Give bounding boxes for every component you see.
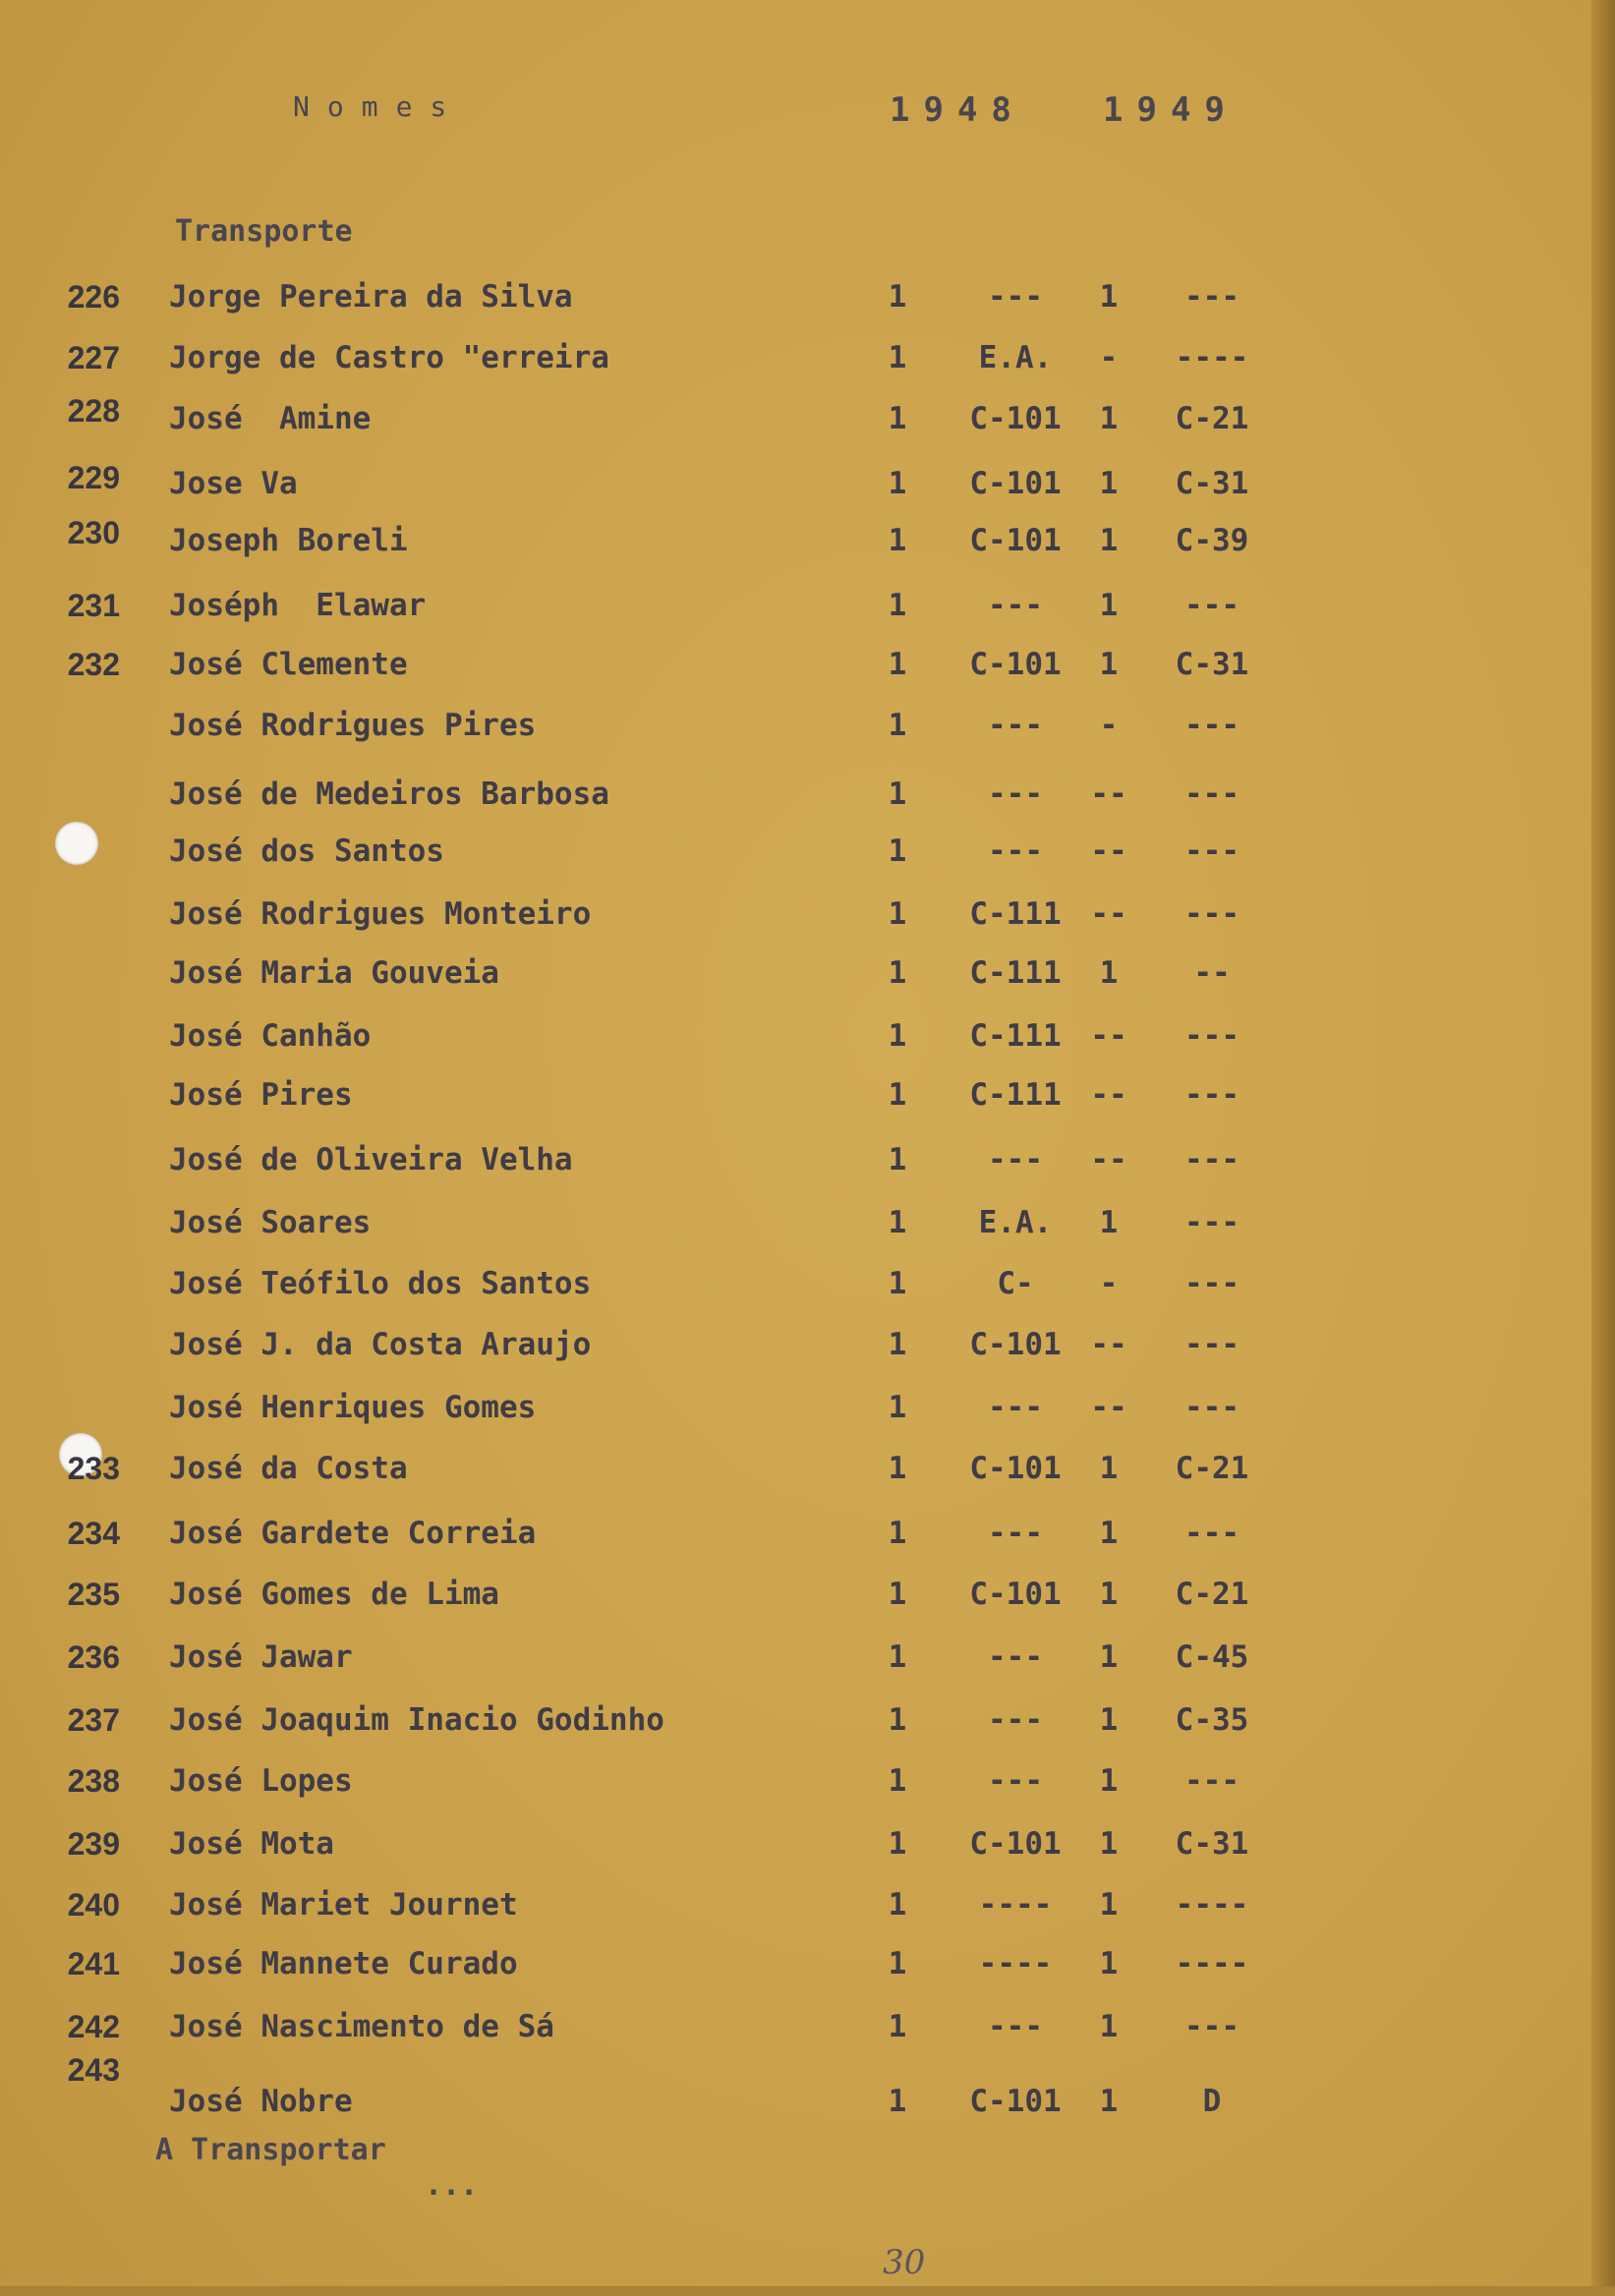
row-1949-count: 1 bbox=[1099, 2084, 1119, 2119]
row-name: Joséph Elawar bbox=[169, 588, 427, 623]
row-1948-count: 1 bbox=[888, 776, 907, 812]
row-1948-count: 1 bbox=[888, 1451, 907, 1486]
table-row bbox=[0, 460, 1376, 513]
row-1948-count: 1 bbox=[888, 1077, 907, 1113]
row-number: 230 bbox=[67, 515, 120, 550]
row-1949-count: 1 bbox=[1099, 588, 1119, 623]
carry-in-label: Transporte bbox=[175, 214, 353, 249]
row-1949-code: C-35 bbox=[1175, 1702, 1249, 1738]
row-1949-code: --- bbox=[1184, 279, 1240, 315]
row-1949-code: --- bbox=[1184, 896, 1240, 932]
paper-edge-bottom bbox=[0, 2286, 1615, 2296]
row-1949-count: -- bbox=[1090, 1142, 1127, 1177]
row-1949-count: 1 bbox=[1099, 647, 1119, 682]
row-1948-code: --- bbox=[988, 588, 1043, 623]
column-header-names: Nomes bbox=[293, 90, 465, 123]
table-row bbox=[0, 1390, 1376, 1437]
row-1948-code: --- bbox=[988, 1142, 1043, 1177]
row-1949-code: --- bbox=[1184, 588, 1240, 623]
row-1948-code: E.A. bbox=[978, 340, 1053, 375]
row-1949-code: --- bbox=[1184, 1142, 1240, 1177]
page-number: 30 bbox=[883, 2243, 926, 2282]
row-1948-count: 1 bbox=[888, 588, 907, 623]
row-name: Jorge de Castro "erreira bbox=[169, 340, 609, 375]
row-1948-count: 1 bbox=[888, 1639, 907, 1675]
row-1948-count: 1 bbox=[888, 340, 907, 375]
row-1949-count: 1 bbox=[1099, 1763, 1119, 1799]
row-1949-code: ---- bbox=[1175, 1887, 1249, 1923]
row-number: 232 bbox=[67, 647, 120, 682]
row-name: José dos Santos bbox=[169, 833, 444, 869]
row-1948-count: 1 bbox=[888, 466, 907, 501]
row-1949-count: -- bbox=[1090, 1018, 1127, 1054]
row-number: 229 bbox=[67, 460, 120, 495]
row-1949-count: -- bbox=[1090, 1390, 1127, 1425]
row-1948-code: --- bbox=[988, 2009, 1043, 2044]
row-1949-code: --- bbox=[1184, 1018, 1240, 1054]
row-1948-count: 1 bbox=[888, 955, 907, 991]
row-1949-code: --- bbox=[1184, 1327, 1240, 1362]
row-name: José Mariet Journet bbox=[169, 1887, 518, 1923]
row-1948-code: C-101 bbox=[969, 2084, 1062, 2119]
row-1948-code: ---- bbox=[978, 1946, 1053, 1981]
row-1948-code: C-101 bbox=[969, 466, 1062, 501]
row-1948-code: --- bbox=[988, 708, 1043, 743]
row-1948-count: 1 bbox=[888, 1702, 907, 1738]
row-1948-code: --- bbox=[988, 833, 1043, 869]
row-number: 231 bbox=[67, 588, 120, 623]
row-number: 238 bbox=[67, 1763, 120, 1799]
row-1948-count: 1 bbox=[888, 1390, 907, 1425]
row-name: José Henriques Gomes bbox=[169, 1390, 537, 1425]
row-1948-count: 1 bbox=[888, 279, 907, 315]
row-1949-code: --- bbox=[1184, 1516, 1240, 1551]
row-name: José Maria Gouveia bbox=[169, 955, 499, 991]
table-row bbox=[0, 2009, 1376, 2056]
row-name: Jorge Pereira da Silva bbox=[169, 279, 573, 315]
table-row bbox=[0, 1205, 1376, 1252]
row-1948-count: 1 bbox=[888, 1266, 907, 1301]
row-number: 239 bbox=[67, 1826, 120, 1862]
table-row bbox=[0, 1577, 1376, 1624]
row-name: José de Oliveira Velha bbox=[169, 1142, 573, 1177]
row-1949-count: 1 bbox=[1099, 523, 1119, 558]
row-1949-count: 1 bbox=[1099, 1639, 1119, 1675]
row-1949-code: C-21 bbox=[1175, 401, 1249, 436]
row-1949-count: 1 bbox=[1099, 1826, 1119, 1862]
row-1949-code: C-39 bbox=[1175, 523, 1249, 558]
table-row bbox=[0, 647, 1376, 694]
row-name: José Rodrigues Pires bbox=[169, 708, 537, 743]
row-1949-count: 1 bbox=[1099, 1451, 1119, 1486]
row-name: José Clemente bbox=[169, 647, 408, 682]
row-name: José Gardete Correia bbox=[169, 1516, 537, 1551]
row-1948-code: C-101 bbox=[969, 1577, 1062, 1612]
table-row bbox=[0, 1826, 1376, 1873]
row-1948-code: C-111 bbox=[969, 1018, 1062, 1054]
row-1949-count: -- bbox=[1090, 776, 1127, 812]
row-name: José Teófilo dos Santos bbox=[169, 1266, 592, 1301]
row-1948-code: --- bbox=[988, 279, 1043, 315]
row-name: José Lopes bbox=[169, 1763, 353, 1799]
row-1949-count: 1 bbox=[1099, 466, 1119, 501]
row-1948-code: C-101 bbox=[969, 1451, 1062, 1486]
row-number: 228 bbox=[67, 393, 120, 429]
row-1948-code: --- bbox=[988, 1639, 1043, 1675]
row-number: 235 bbox=[67, 1577, 120, 1612]
row-1949-code: --- bbox=[1184, 1266, 1240, 1301]
row-1949-count: -- bbox=[1090, 833, 1127, 869]
row-number: 234 bbox=[67, 1516, 120, 1551]
table-row bbox=[0, 896, 1376, 944]
table-row bbox=[0, 1451, 1376, 1498]
row-1948-code: C- bbox=[997, 1266, 1034, 1301]
row-1949-count: - bbox=[1099, 708, 1119, 743]
row-1949-code: -- bbox=[1193, 955, 1231, 991]
table-row bbox=[0, 588, 1376, 635]
row-1949-code: --- bbox=[1184, 1205, 1240, 1240]
row-1948-code: C-101 bbox=[969, 401, 1062, 436]
row-number: 236 bbox=[67, 1639, 120, 1675]
row-1949-code: D bbox=[1202, 2084, 1222, 2119]
row-1948-count: 1 bbox=[888, 1946, 907, 1981]
row-number: 227 bbox=[67, 340, 120, 375]
row-1949-count: 1 bbox=[1099, 1702, 1119, 1738]
row-1948-count: 1 bbox=[888, 896, 907, 932]
row-1949-code: C-31 bbox=[1175, 647, 1249, 682]
row-1949-count: 1 bbox=[1099, 279, 1119, 315]
row-1949-code: C-21 bbox=[1175, 1451, 1249, 1486]
table-row bbox=[0, 2052, 1376, 2131]
row-1948-code: C-111 bbox=[969, 955, 1062, 991]
row-1949-code: ---- bbox=[1175, 340, 1249, 375]
row-1948-count: 1 bbox=[888, 401, 907, 436]
table-row bbox=[0, 1639, 1376, 1687]
row-number: 240 bbox=[67, 1887, 120, 1923]
row-1948-code: --- bbox=[988, 776, 1043, 812]
row-1948-count: 1 bbox=[888, 708, 907, 743]
column-header-year-1948: 1948 bbox=[890, 90, 1025, 130]
row-name: José Mannete Curado bbox=[169, 1946, 518, 1981]
row-1948-code: E.A. bbox=[978, 1205, 1053, 1240]
row-1948-count: 1 bbox=[888, 1327, 907, 1362]
row-name: José J. da Costa Araujo bbox=[169, 1327, 592, 1362]
row-1948-count: 1 bbox=[888, 833, 907, 869]
row-1948-count: 1 bbox=[888, 2009, 907, 2044]
table-row bbox=[0, 279, 1376, 326]
row-1948-code: --- bbox=[988, 1390, 1043, 1425]
row-1949-count: 1 bbox=[1099, 1516, 1119, 1551]
row-1949-code: C-21 bbox=[1175, 1577, 1249, 1612]
row-1949-count: -- bbox=[1090, 1077, 1127, 1113]
table-row bbox=[0, 1702, 1376, 1750]
row-name: José Soares bbox=[169, 1205, 372, 1240]
row-1948-count: 1 bbox=[888, 523, 907, 558]
row-1948-code: C-101 bbox=[969, 1826, 1062, 1862]
row-1948-count: 1 bbox=[888, 647, 907, 682]
row-1948-count: 1 bbox=[888, 1018, 907, 1054]
row-name: José Nascimento de Sá bbox=[169, 2009, 554, 2044]
row-1948-code: --- bbox=[988, 1702, 1043, 1738]
row-1948-code: C-111 bbox=[969, 896, 1062, 932]
table-row bbox=[0, 515, 1376, 570]
row-1949-count: -- bbox=[1090, 1327, 1127, 1362]
row-1948-code: --- bbox=[988, 1763, 1043, 1799]
row-1949-count: - bbox=[1099, 340, 1119, 375]
row-number: 242 bbox=[67, 2009, 120, 2044]
row-1949-count: 1 bbox=[1099, 1577, 1119, 1612]
row-name: José Mota bbox=[169, 1826, 334, 1862]
row-1949-count: -- bbox=[1090, 896, 1127, 932]
row-number: 243 bbox=[67, 2052, 120, 2088]
row-1949-code: C-31 bbox=[1175, 1826, 1249, 1862]
table-row bbox=[0, 1946, 1376, 1993]
row-1948-count: 1 bbox=[888, 2084, 907, 2119]
table-row bbox=[0, 393, 1376, 448]
row-1949-code: ---- bbox=[1175, 1946, 1249, 1981]
table-row bbox=[0, 1142, 1376, 1189]
row-name: José Nobre bbox=[169, 2084, 353, 2119]
table-row bbox=[0, 340, 1376, 387]
row-number: 233 bbox=[67, 1451, 120, 1486]
row-1949-code: --- bbox=[1184, 2009, 1240, 2044]
row-number: 241 bbox=[67, 1946, 120, 1981]
row-1949-count: 1 bbox=[1099, 955, 1119, 991]
row-1948-code: C-111 bbox=[969, 1077, 1062, 1113]
row-name: José Rodrigues Monteiro bbox=[169, 896, 592, 932]
row-1949-count: 1 bbox=[1099, 1205, 1119, 1240]
row-1948-code: C-101 bbox=[969, 1327, 1062, 1362]
carry-out-dots: ... bbox=[425, 2168, 479, 2203]
row-name: José Joaquim Inacio Godinho bbox=[169, 1702, 664, 1738]
row-1948-count: 1 bbox=[888, 1763, 907, 1799]
table-row bbox=[0, 1763, 1376, 1810]
row-1949-count: 1 bbox=[1099, 1946, 1119, 1981]
row-number: 237 bbox=[67, 1702, 120, 1738]
row-name: Jose Va bbox=[169, 466, 298, 501]
table-row bbox=[0, 1077, 1376, 1124]
table-row bbox=[0, 776, 1376, 824]
row-1949-code: --- bbox=[1184, 833, 1240, 869]
row-1949-code: --- bbox=[1184, 1077, 1240, 1113]
table-row bbox=[0, 1516, 1376, 1563]
row-1948-code: --- bbox=[988, 1516, 1043, 1551]
carry-out-label: A Transportar bbox=[155, 2133, 386, 2167]
row-1949-count: 1 bbox=[1099, 2009, 1119, 2044]
row-name: José Amine bbox=[169, 401, 372, 436]
row-1948-count: 1 bbox=[888, 1205, 907, 1240]
row-1948-count: 1 bbox=[888, 1516, 907, 1551]
column-header-year-1949: 1949 bbox=[1103, 90, 1239, 130]
table-row bbox=[0, 1266, 1376, 1313]
row-name: José Jawar bbox=[169, 1639, 353, 1675]
row-1948-count: 1 bbox=[888, 1142, 907, 1177]
row-name: Joseph Boreli bbox=[169, 523, 408, 558]
row-1949-code: --- bbox=[1184, 708, 1240, 743]
row-1949-code: --- bbox=[1184, 776, 1240, 812]
table-row bbox=[0, 1887, 1376, 1934]
row-number: 226 bbox=[67, 279, 120, 315]
table-row bbox=[0, 1018, 1376, 1065]
row-name: José Gomes de Lima bbox=[169, 1577, 499, 1612]
row-1949-count: 1 bbox=[1099, 1887, 1119, 1923]
row-1948-code: ---- bbox=[978, 1887, 1053, 1923]
row-1949-code: --- bbox=[1184, 1763, 1240, 1799]
paper-edge-right bbox=[1591, 0, 1615, 2296]
row-name: José da Costa bbox=[169, 1451, 408, 1486]
row-1948-count: 1 bbox=[888, 1826, 907, 1862]
row-1948-code: C-101 bbox=[969, 523, 1062, 558]
table-row bbox=[0, 955, 1376, 1003]
row-1948-count: 1 bbox=[888, 1887, 907, 1923]
table-row bbox=[0, 1327, 1376, 1374]
table-row bbox=[0, 833, 1376, 881]
row-1948-code: C-101 bbox=[969, 647, 1062, 682]
table-row bbox=[0, 708, 1376, 755]
row-name: José Canhão bbox=[169, 1018, 372, 1054]
row-name: José Pires bbox=[169, 1077, 353, 1113]
row-1949-count: - bbox=[1099, 1266, 1119, 1301]
row-1949-code: C-45 bbox=[1175, 1639, 1249, 1675]
row-1948-count: 1 bbox=[888, 1577, 907, 1612]
row-name: José de Medeiros Barbosa bbox=[169, 776, 609, 812]
row-1949-code: C-31 bbox=[1175, 466, 1249, 501]
row-1949-count: 1 bbox=[1099, 401, 1119, 436]
row-1949-code: --- bbox=[1184, 1390, 1240, 1425]
